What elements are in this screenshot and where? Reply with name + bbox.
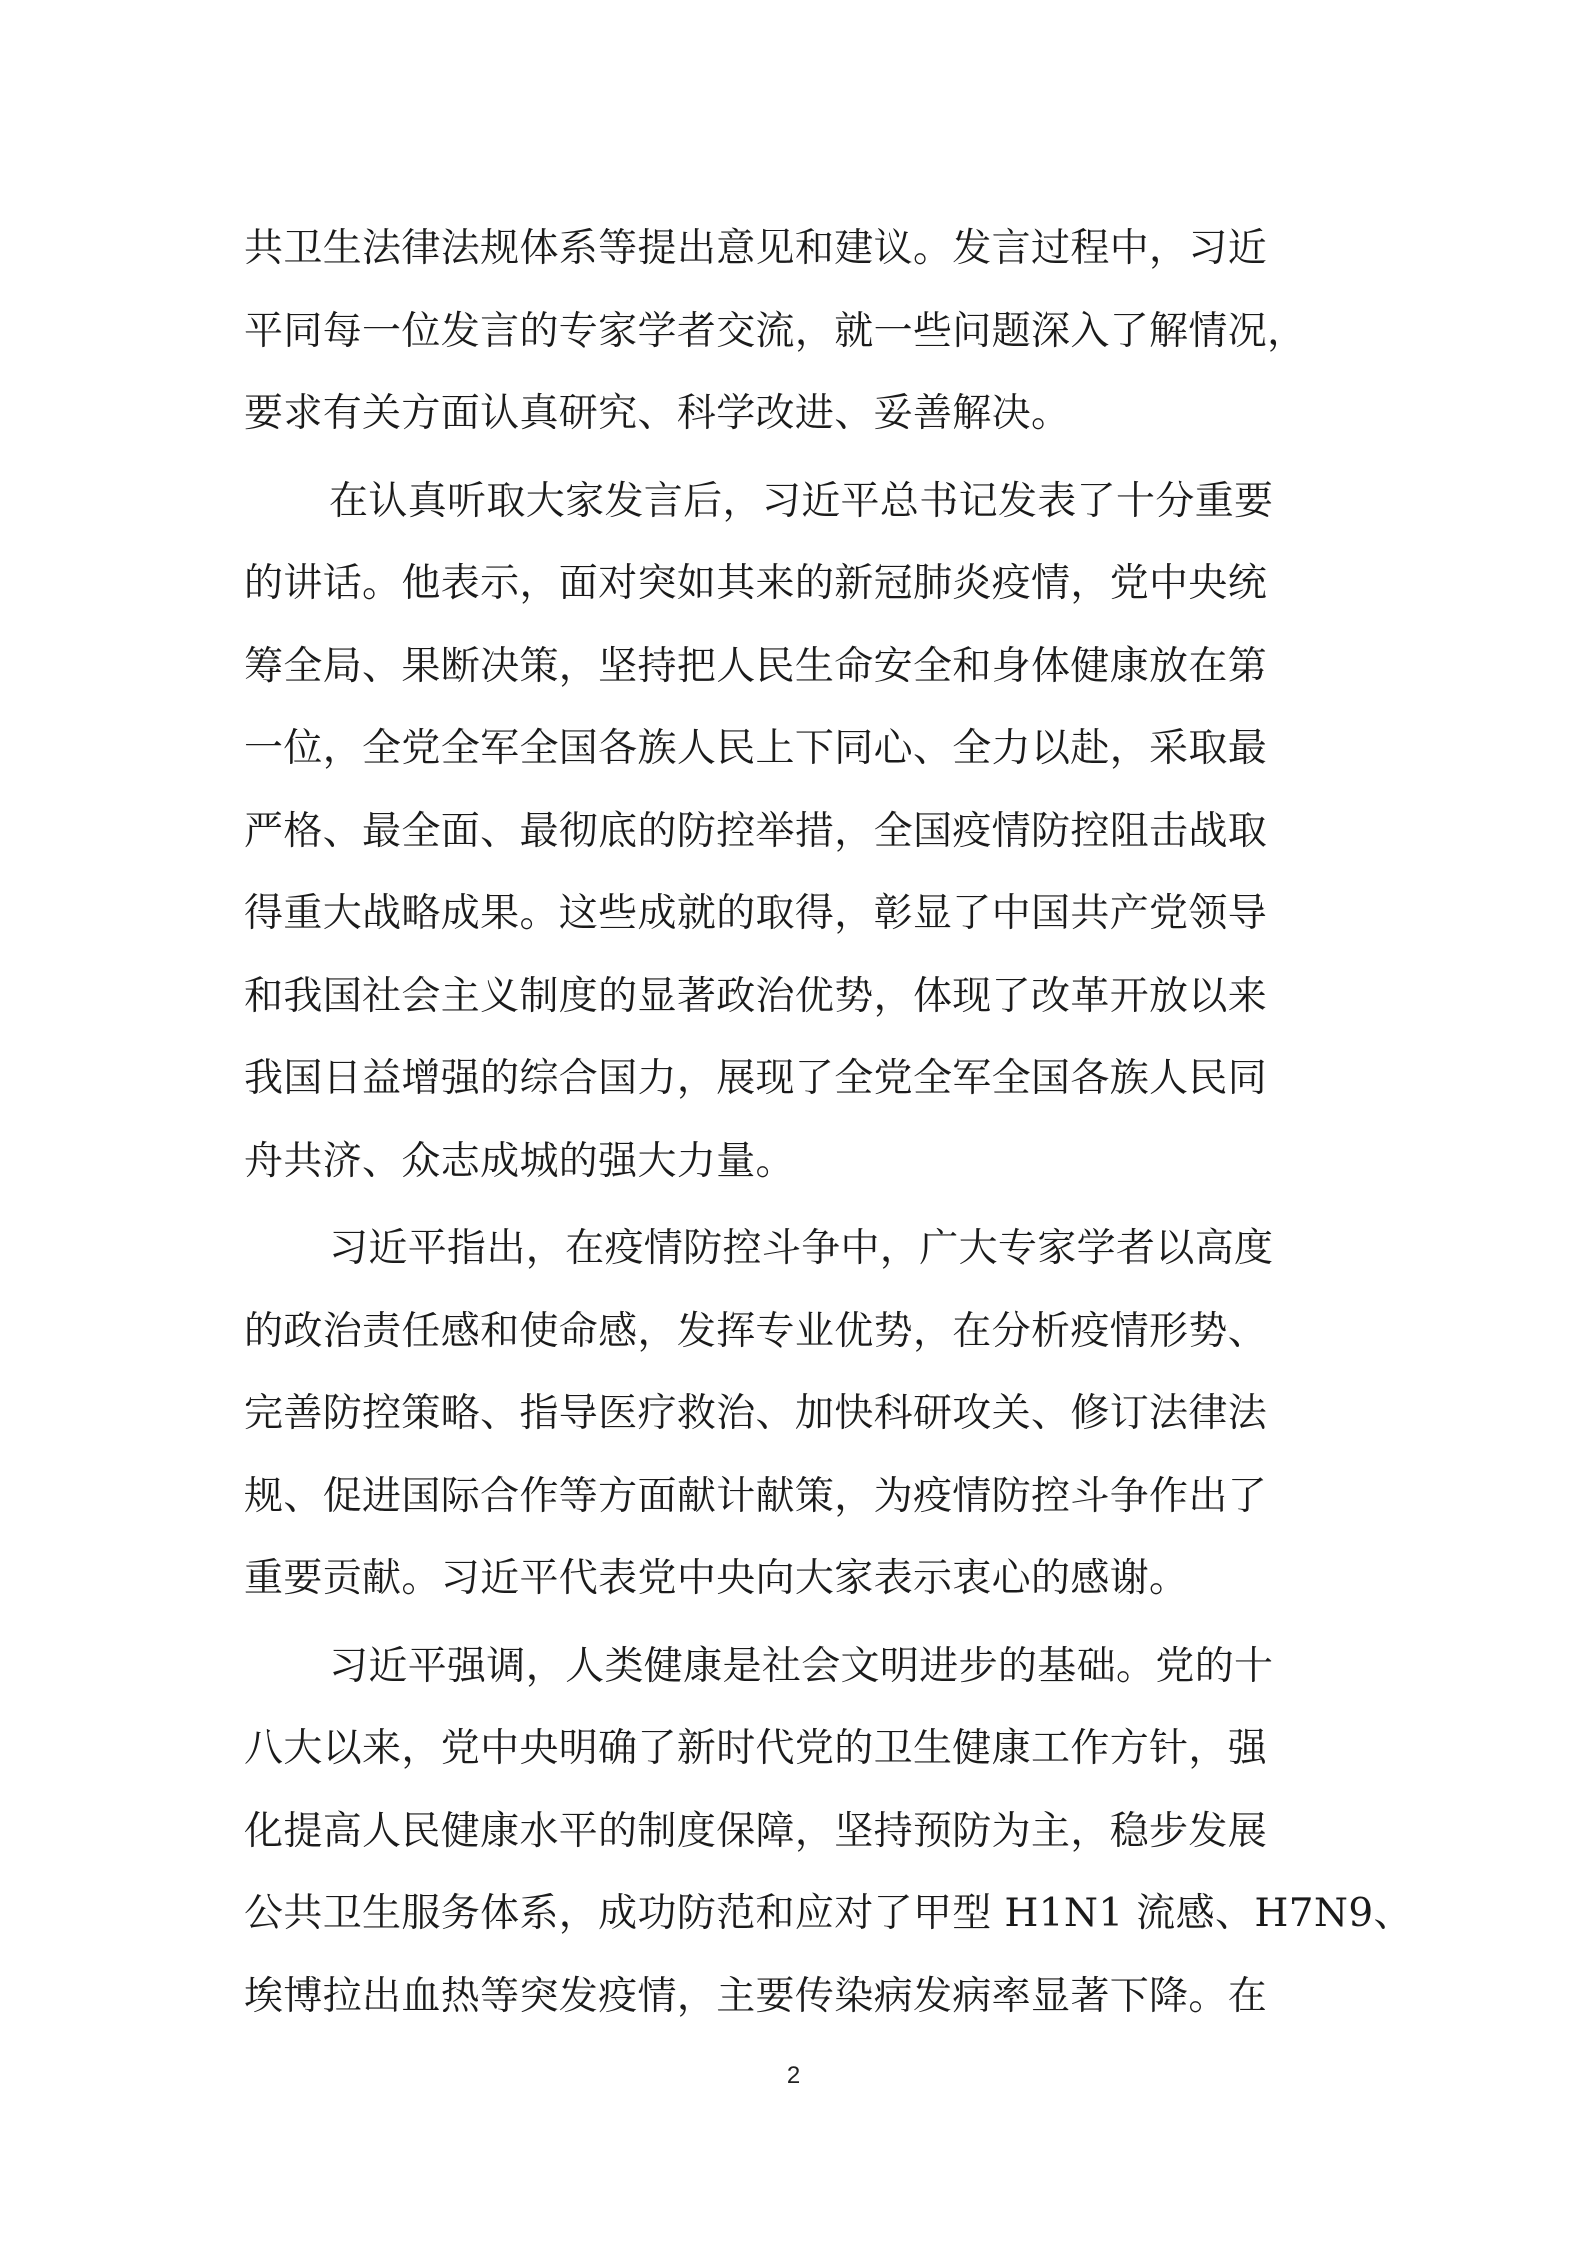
text-line: 埃博拉出血热等突发疫情，主要传染病发病率显著下降。在 <box>244 1973 1268 2019</box>
text-line: 完善防控策略、指导医疗救治、加快科研攻关、修订法律法 <box>244 1391 1268 1436</box>
text-line: 重要贡献。习近平代表党中央向大家表示衷心的感谢。 <box>244 1556 1189 1601</box>
text-line: 要求有关方面认真研究、科学改进、妥善解决。 <box>244 391 1071 436</box>
text-line: 筹全局、果断决策，坚持把人民生命安全和身体健康放在第 <box>244 643 1268 689</box>
body-text <box>244 208 1413 2038</box>
text-line: 习近平指出，在疫情防控斗争中，广大专家学者以高度 <box>329 1226 1274 1271</box>
text-line: 八大以来，党中央明确了新时代党的卫生健康工作方针，强 <box>244 1726 1268 1771</box>
text-line: 公共卫生服务体系，成功防范和应对了甲型 H1N1 流感、H7N9、 <box>244 1891 1413 1936</box>
text-line: 习近平强调，人类健康是社会文明进步的基础。党的十 <box>329 1643 1274 1689</box>
paragraph <box>244 1208 1350 1621</box>
text-line: 的政治责任感和使命感，发挥专业优势，在分析疫情形势、 <box>244 1308 1268 1354</box>
paragraph <box>244 208 1350 456</box>
text-line: 得重大战略成果。这些成就的取得，彰显了中国共产党领导 <box>244 891 1268 936</box>
page-number: 2 <box>786 2062 801 2089</box>
text-line: 规、促进国际合作等方面献计献策，为疫情防控斗争作出了 <box>244 1473 1268 1519</box>
text-line: 严格、最全面、最彻底的防控举措，全国疫情防控阻击战取 <box>244 808 1268 854</box>
text-line: 舟共济、众志成城的强大力量。 <box>244 1138 795 1184</box>
text-line: 的讲话。他表示，面对突如其来的新冠肺炎疫情，党中央统 <box>244 561 1268 606</box>
paragraph <box>244 1626 1413 2039</box>
text-line: 和我国社会主义制度的显著政治优势，体现了改革开放以来 <box>244 973 1268 1019</box>
text-line: 平同每一位发言的专家学者交流，就一些问题深入了解情况， <box>244 308 1307 354</box>
text-line: 在认真听取大家发言后，习近平总书记发表了十分重要 <box>329 478 1274 524</box>
text-line: 化提高人民健康水平的制度保障，坚持预防为主，稳步发展 <box>244 1808 1268 1854</box>
paragraph <box>244 461 1350 1204</box>
text-line: 共卫生法律法规体系等提出意见和建议。发言过程中，习近 <box>244 226 1268 271</box>
text-line: 一位，全党全军全国各族人民上下同心、全力以赴，采取最 <box>244 726 1268 771</box>
text-line: 我国日益增强的综合国力，展现了全党全军全国各族人民同 <box>244 1056 1268 1101</box>
